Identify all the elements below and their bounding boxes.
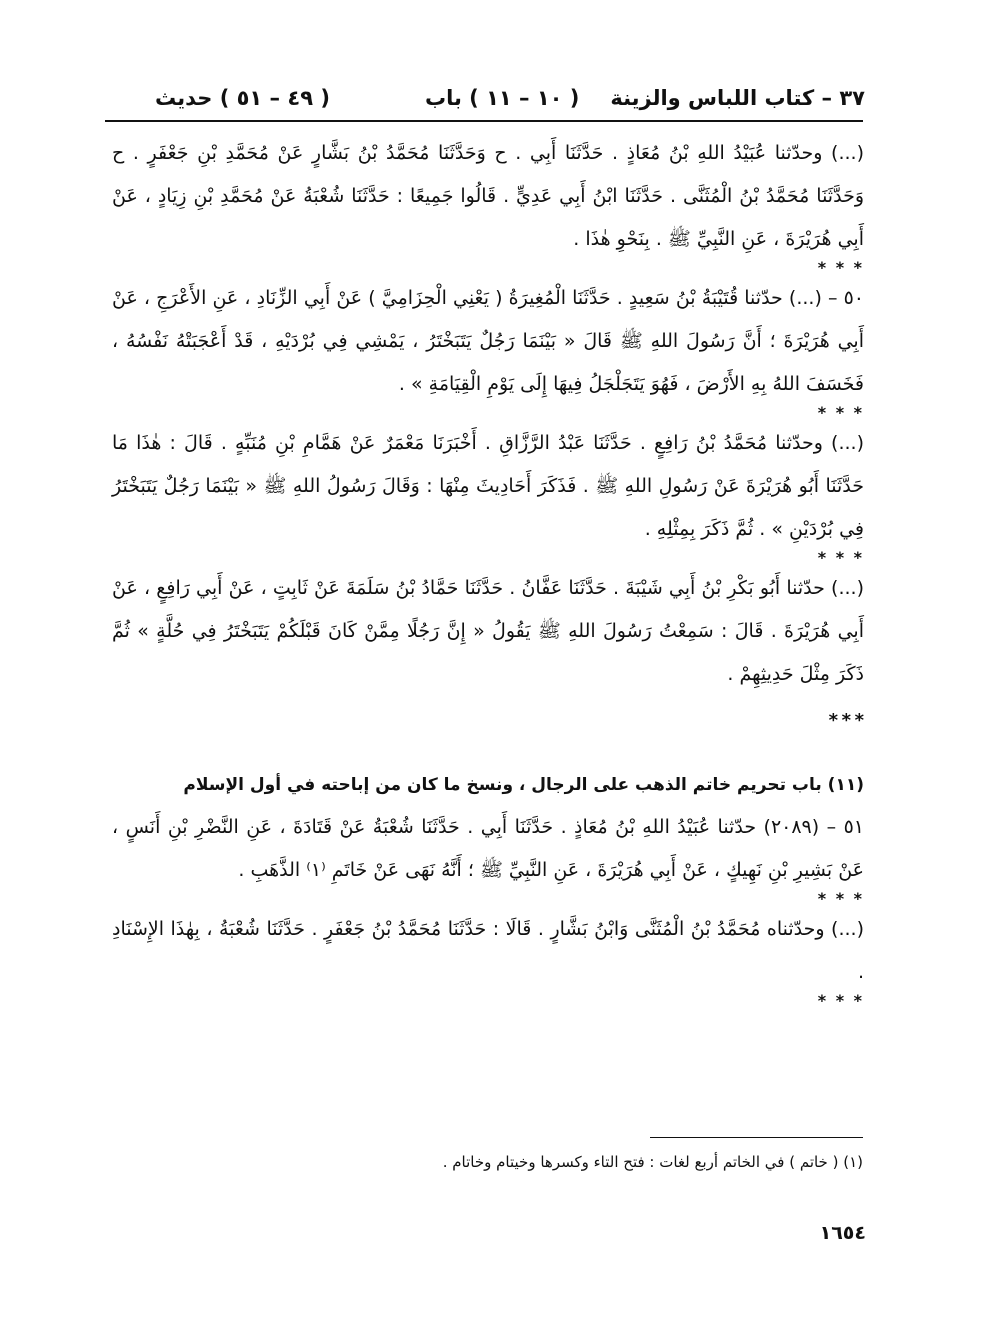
hadith-paragraph: (...) حدّثنا أَبُو بَكْرِ بْنُ أَبِي شَيْبَةَ . حَدَّثَنَا عَفَّانُ . حَدَّثَنَا حَمَّادُ بْنُ سَلَمَةَ عَنْ ثَابِتٍ ، عَنْ أَبِي رَافِعٍ ، عَنْ أَبِي هُرَيْرَةَ . قَالَ : سَمِعْتُ رَسُولَ اللهِ ﷺ يَقُولُ « إِنَّ رَجُلًا مِمَّنْ كَانَ قَبْلَكُمْ يَتَبَخْتَرُ فِي حُلَّةٍ » ثُمَّ ذَكَرَ مِثْلَ حَدِيثِهِمْ . [112,577,864,685]
footnote-rule [650,1137,863,1138]
page-number: ١٦٥٤ [819,1222,866,1244]
stars-separator: * * * [817,548,864,567]
stars-separator: * * * [817,889,864,908]
header-chapter-range: ( ١٠ – ١١ ) باب [425,86,580,110]
header-book-title: ٣٧ – كتاب اللباس والزينة [610,86,865,110]
stars-separator: * * * [817,403,864,422]
chapter-title: (١١) باب تحريم خاتم الذهب على الرجال ، ونسخ ما كان من إباحته في أول الإسلام [183,775,864,795]
hadith-paragraph: ٥١ – (٢٠٨٩) حدّثنا عُبَيْدُ اللهِ بْنُ مُعَاذٍ . حَدَّثَنَا أَبِي . حَدَّثَنَا شُعْبَةُ عَنْ قَتَادَةَ ، عَنِ النَّضْرِ بْنِ أَنَسٍ ، عَنْ بَشِيرِ بْنِ نَهِيكٍ ، عَنْ أَبِي هُرَيْرَةَ ، عَنِ النَّبِيِّ ﷺ ؛ أَنَّهُ نَهَى عَنْ خَاتَمِ ⁽١⁾ الذَّهَبِ . [112,816,865,881]
hadith-paragraph: (...) وحدّثنا مُحَمَّدُ بْنُ رَافِعٍ . حَدَّثَنَا عَبْدُ الرَّزَّاقِ . أَخْبَرَنَا مَعْمَرٌ عَنْ هَمَّامِ بْنِ مُنَبِّهٍ . قَالَ : هٰذَا مَا حَدَّثَنَا أَبُو هُرَيْرَةَ عَنْ رَسُولِ اللهِ ﷺ . فَذَكَرَ أَحَادِيثَ مِنْهَا : وَقَالَ رَسُولُ اللهِ ﷺ « بَيْنَمَا رَجُلٌ يَتَبَخْتَرُ فِي بُرْدَيْنِ » . ثُمَّ ذَكَرَ بِمِثْلِهِ . [112,432,864,540]
header-rule [105,120,863,122]
section-separator: * * * [828,710,864,731]
main-text [112,132,864,1010]
hadith-paragraph: ٥٠ – (...) حدّثنا قُتَيْبَةُ بْنُ سَعِيدٍ . حَدَّثَنَا الْمُغِيرَةُ ( يَعْنِي الْحِزَامِيَّ ) عَنْ أَبِي الزِّنَادِ ، عَنِ الأَعْرَجِ ، عَنْ أَبِي هُرَيْرَةَ ؛ أَنَّ رَسُولَ اللهِ ﷺ قَالَ « بَيْنَمَا رَجُلٌ يَتَبَخْتَرُ ، يَمْشِي فِي بُرْدَيْهِ ، قَدْ أَعْجَبَتْهُ نَفْسُهُ ، فَخَسَفَ اللهُ بِهِ الأَرْضَ ، فَهُوَ يَتَجَلْجَلُ فِيهَا إِلَى يَوْمِ الْقِيَامَةِ » . [112,287,864,395]
hadith-paragraph: (...) وحدّثناه مُحَمَّدُ بْنُ الْمُثَنَّى وَابْنُ بَشَّارٍ . قَالَا : حَدَّثَنَا مُحَمَّدُ بْنُ جَعْفَرٍ . حَدَّثَنَا شُعْبَةُ ، بِهٰذَا الإِسْنَادِ . [112,918,864,983]
hadith-paragraph: (...) وحدّثنا عُبَيْدُ اللهِ بْنُ مُعَاذٍ . حَدَّثَنَا أَبِي . ح وَحَدَّثَنَا مُحَمَّدُ بْنُ بَشَّارٍ عَنْ مُحَمَّدِ بْنِ جَعْفَرٍ . ح وَحَدَّثَنَا مُحَمَّدُ بْنُ الْمُثَنَّى . حَدَّثَنَا ابْنُ أَبِي عَدِيٍّ . قَالُوا جَمِيعًا : حَدَّثَنَا شُعْبَةُ عَنْ مُحَمَّدِ بْنِ زِيَادٍ ، عَنْ أَبِي هُرَيْرَةَ ، عَنِ النَّبِيِّ ﷺ . بِنَحْوِ هٰذَا . [112,142,864,250]
stars-separator: * * * [817,258,864,277]
header-hadith-range: ( ٤٩ – ٥١ ) حديث [155,86,330,110]
running-header [155,80,865,116]
stars-separator: * * * [817,991,864,1010]
footnote: (١) ( خاتم ) في الخاتم أربع لغات : فتح التاء وكسرها وخيتام وخاتام . [442,1153,863,1171]
